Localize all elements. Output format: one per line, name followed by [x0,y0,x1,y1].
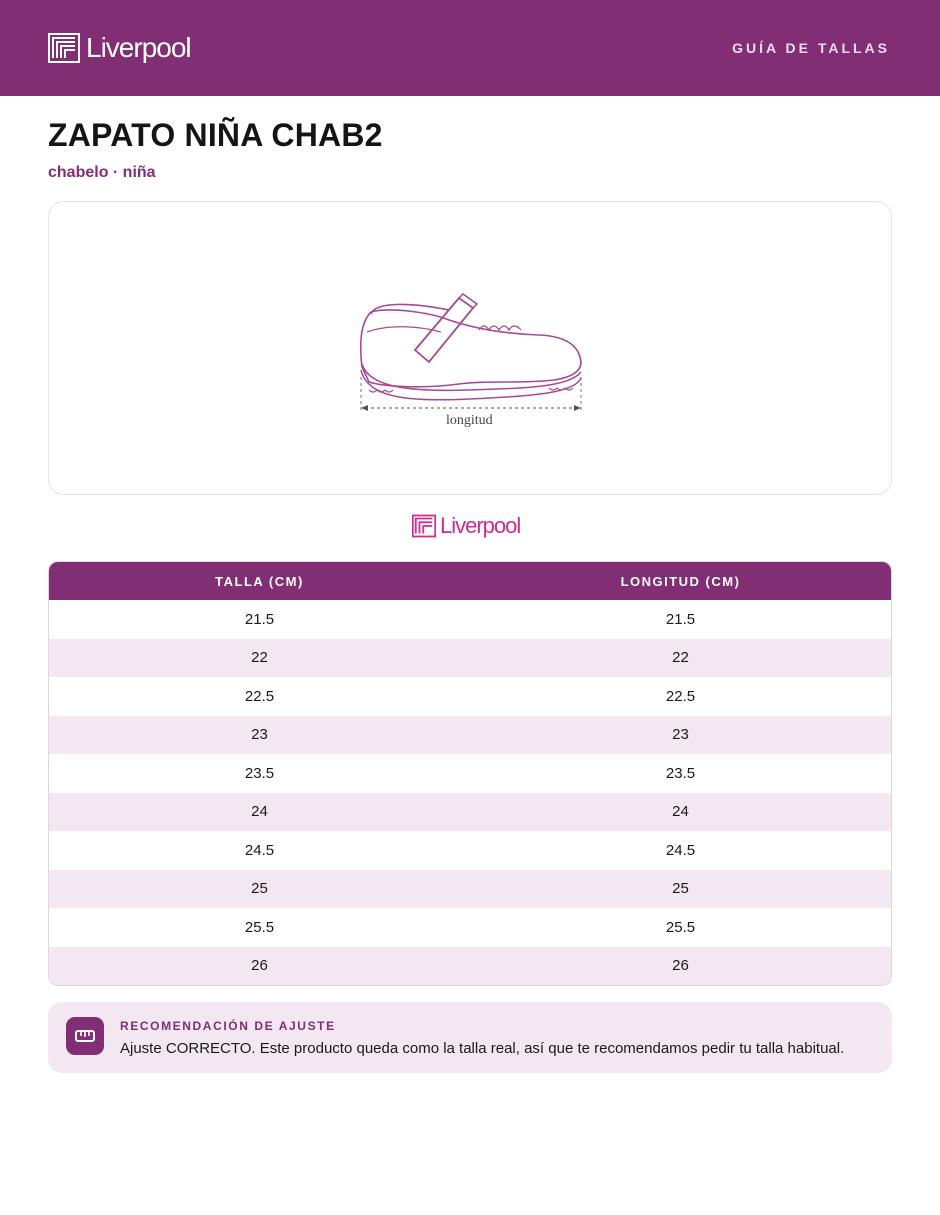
size-cell: 22.5 [244,687,275,705]
ruler-icon [66,1017,104,1055]
size-cell: 25.5 [244,918,275,936]
size-cell: 26 [251,957,268,975]
table-row [49,870,891,909]
size-cell: 22 [251,649,268,667]
table-row [49,677,891,716]
size-cell: 21.5 [244,610,275,628]
table-row [49,831,891,870]
logo-wordmark: Liverpool [86,32,191,63]
liverpool-logo[interactable] [48,30,191,66]
fit-label: RECOMENDACIÓN DE AJUSTE [120,1019,336,1033]
length-cell: 23 [672,726,689,744]
table-row [49,793,891,832]
length-cell: 23.5 [665,764,696,782]
page-title: ZAPATO NIÑA CHAB2 [48,117,383,153]
length-cell: 22 [672,649,689,667]
size-cell: 24.5 [244,841,275,859]
brand-logo [412,512,520,540]
shoe-illustration [49,202,893,496]
size-cell: 25 [251,880,268,898]
column-header-length: LONGITUD (CM) [620,573,741,589]
liverpool-pink-logo-icon [412,514,436,538]
table-row [49,600,891,639]
length-cell: 25.5 [665,918,696,936]
shoe-illustration-card [48,201,892,495]
size-cell: 24 [251,803,268,821]
table-body [49,600,891,985]
length-cell: 26 [672,957,689,975]
table-row [49,947,891,986]
length-cell: 24.5 [665,841,696,859]
length-cell: 25 [672,880,689,898]
product-subtitle: chabelo · niña [48,164,156,181]
length-cell: 24 [672,803,689,821]
table-header [49,562,891,600]
size-guide-label: GUÍA DE TALLAS [732,40,890,56]
liverpool-logo-icon [48,33,80,63]
header-bar [0,0,940,96]
length-cell: 22.5 [665,687,696,705]
brand-wordmark: Liverpool [440,513,521,538]
size-cell: 23 [251,726,268,744]
measure-label: longitud [446,413,493,428]
table-row [49,716,891,755]
fit-recommendation [48,1002,892,1073]
length-cell: 21.5 [665,610,696,628]
table-row [49,754,891,793]
table-row [49,908,891,947]
column-header-size: TALLA (CM) [215,573,304,589]
table-row [49,639,891,678]
size-table [48,561,892,986]
fit-text: Ajuste CORRECTO. Este producto queda como la talla real, así que te recomendamos pedir tu talla habitual. [120,1040,845,1057]
size-cell: 23.5 [244,764,275,782]
